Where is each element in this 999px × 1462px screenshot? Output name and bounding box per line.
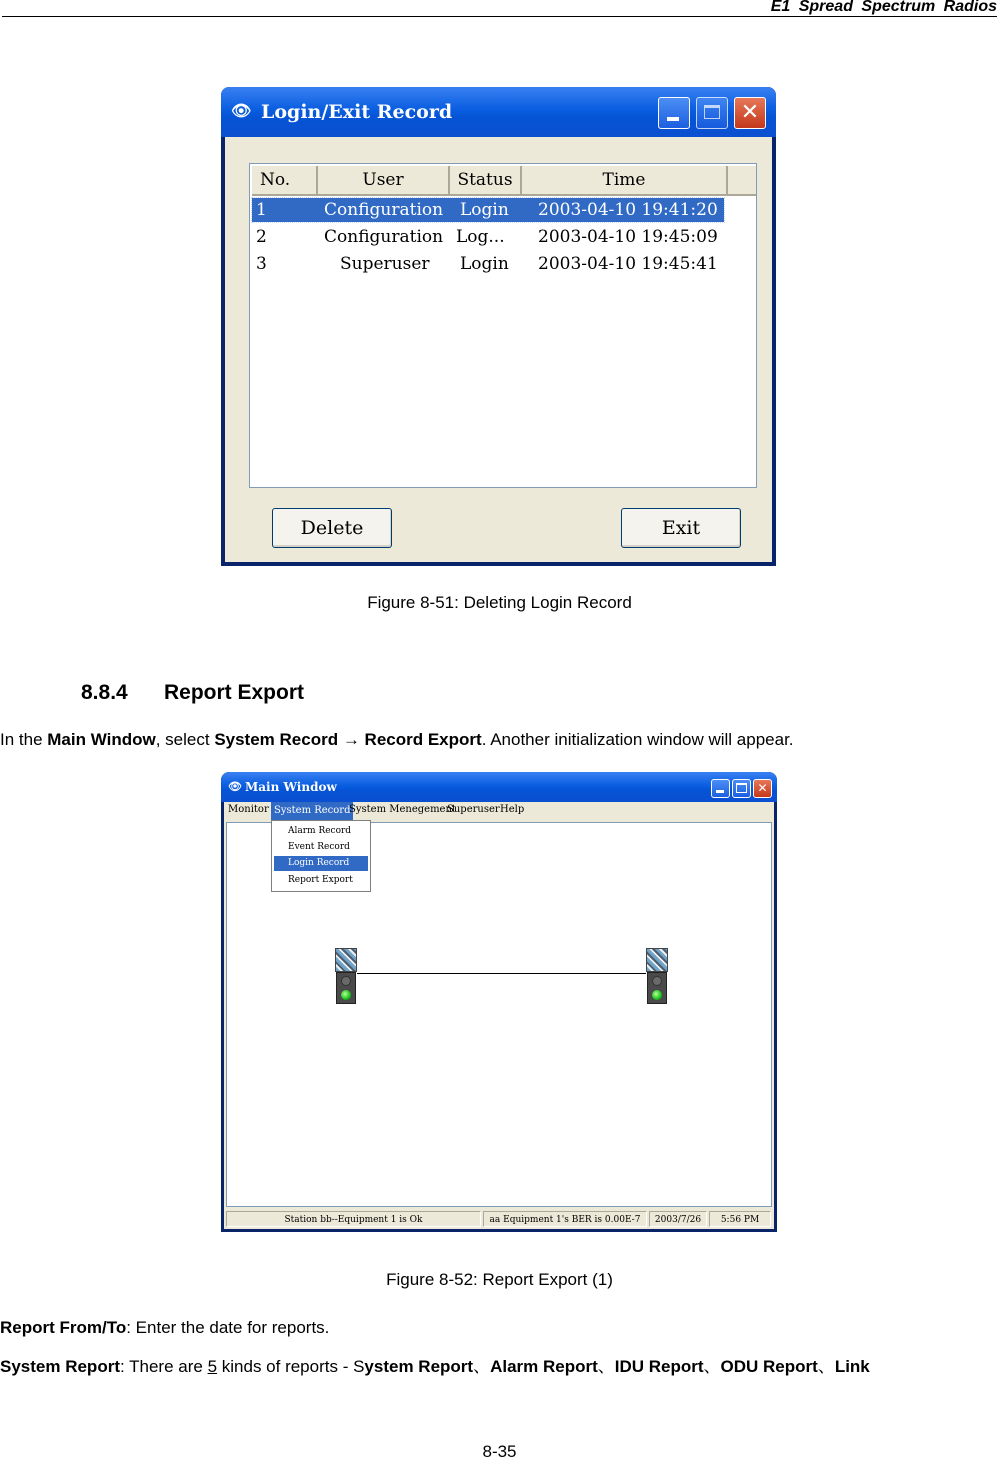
delete-button[interactable]: Delete [272, 508, 392, 548]
term-alarm-report: Alarm Report [490, 1357, 598, 1376]
menu-item-alarm-record[interactable]: Alarm Record [288, 826, 352, 836]
column-header-no[interactable]: No. [252, 166, 318, 196]
status-ber: aa Equipment 1's BER is 0.00E-7 [483, 1211, 647, 1227]
status-led-icon [341, 976, 351, 986]
status-date: 2003/7/26 [649, 1211, 707, 1227]
menu-item-event-record[interactable]: Event Record [288, 842, 350, 852]
term-idu-report: IDU Report [614, 1357, 704, 1376]
cell-user: Superuser [340, 254, 430, 274]
intro-paragraph [0, 730, 794, 750]
window-title: Main Window [245, 780, 337, 794]
table-row[interactable] [252, 225, 724, 249]
menu-system-record[interactable]: System Record [271, 802, 353, 820]
status-station: Station bb--Equipment 1 is Ok [226, 1211, 481, 1227]
login-record-list[interactable] [249, 163, 757, 488]
cell-status: Login [460, 200, 509, 220]
cell-time: 2003-04-10 19:45:41 [538, 254, 718, 274]
cell-user: Configuration [324, 227, 444, 247]
header-title: E1 Spread Spectrum Radios [770, 0, 997, 15]
status-led-icon [341, 990, 351, 1000]
menu-monitor[interactable]: Monitor [228, 804, 269, 815]
table-row[interactable] [252, 252, 724, 276]
app-eye-icon: 👁 [228, 780, 242, 793]
exit-button[interactable]: Exit [621, 508, 741, 548]
figure-caption: Figure 8-51: Deleting Login Record [367, 593, 632, 612]
table-row[interactable] [252, 198, 724, 222]
separator: 、 [817, 1357, 835, 1376]
section-number: 8.8.4 [81, 681, 128, 704]
term-system-report-kind: ystem Report [364, 1357, 474, 1376]
link-line [357, 973, 646, 974]
page-number: 8-35 [482, 1442, 517, 1461]
term-record-export: Record Export [364, 730, 482, 749]
window-body [224, 802, 774, 1229]
station-device-icon[interactable] [646, 948, 668, 1004]
status-time: 5:56 PM [709, 1211, 771, 1227]
equipment-icon [647, 972, 667, 1004]
app-eye-icon: 👁 [231, 101, 252, 120]
menu-superuser[interactable]: Superuser [447, 804, 500, 815]
menu-help[interactable]: Help [500, 804, 525, 815]
close-icon: ✕ [757, 781, 768, 795]
term-odu-report: ODU Report [720, 1357, 818, 1376]
term-report-from-to: Report From/To [0, 1318, 127, 1337]
column-header-status[interactable]: Status [450, 166, 522, 196]
minimize-icon [716, 790, 724, 793]
separator: 、 [703, 1357, 721, 1376]
column-header-user[interactable]: User [318, 166, 450, 196]
cell-time: 2003-04-10 19:41:20 [538, 200, 718, 220]
status-led-icon [652, 990, 662, 1000]
text: : There are [119, 1357, 208, 1376]
system-record-dropdown [271, 820, 371, 892]
maximize-button[interactable] [696, 97, 728, 129]
title-bar [221, 772, 777, 802]
section-title: Report Export [164, 681, 305, 704]
station-device-icon[interactable] [335, 948, 357, 1004]
status-bar [224, 1209, 774, 1229]
equipment-icon [336, 972, 356, 1004]
menu-item-login-record[interactable]: Login Record [274, 856, 368, 871]
cell-no: 3 [256, 254, 267, 274]
title-bar [221, 87, 776, 137]
close-button[interactable] [734, 97, 766, 129]
cell-no: 2 [256, 227, 267, 247]
cell-status: Login [460, 254, 509, 274]
column-header-filler [728, 166, 757, 196]
arrow-icon: → [338, 730, 365, 749]
text: kinds of reports - S [217, 1357, 365, 1376]
term-system-report: System Report [0, 1357, 120, 1376]
maximize-button[interactable] [732, 779, 751, 798]
minimize-icon [667, 117, 679, 121]
close-icon: ✕ [740, 100, 760, 125]
text: : Enter the date for reports. [126, 1318, 330, 1337]
column-header-time[interactable]: Time [522, 166, 728, 196]
login-exit-record-window [221, 87, 776, 566]
window-body [225, 137, 772, 562]
report-count: 5 [207, 1357, 218, 1376]
figure-caption: Figure 8-52: Report Export (1) [386, 1270, 613, 1289]
main-window [221, 772, 777, 1232]
text: , select [155, 730, 215, 749]
menu-item-report-export[interactable]: Report Export [288, 875, 353, 885]
term-link: Link [834, 1357, 870, 1376]
text: In the [0, 730, 48, 749]
cell-status: Log... [456, 227, 505, 247]
window-title: Login/Exit Record [261, 101, 453, 123]
cell-user: Configuration [324, 200, 444, 220]
report-from-paragraph [0, 1318, 329, 1338]
antenna-icon [646, 948, 668, 972]
separator: 、 [597, 1357, 615, 1376]
system-report-paragraph [0, 1352, 870, 1377]
header-rule [2, 16, 997, 17]
menu-system-management[interactable]: System Menegement [349, 804, 456, 815]
minimize-button[interactable] [658, 97, 690, 129]
term-main-window: Main Window [47, 730, 156, 749]
antenna-icon [335, 948, 357, 972]
term-system-record: System Record [214, 730, 339, 749]
maximize-icon [736, 783, 747, 793]
text: . Another initialization window will appear. [481, 730, 794, 749]
minimize-button[interactable] [711, 779, 730, 798]
status-led-icon [652, 976, 662, 986]
maximize-icon [704, 105, 720, 119]
close-button[interactable] [753, 779, 772, 798]
cell-time: 2003-04-10 19:45:09 [538, 227, 718, 247]
separator: 、 [473, 1357, 491, 1376]
menu-bar [224, 802, 774, 820]
cell-no: 1 [256, 200, 267, 220]
